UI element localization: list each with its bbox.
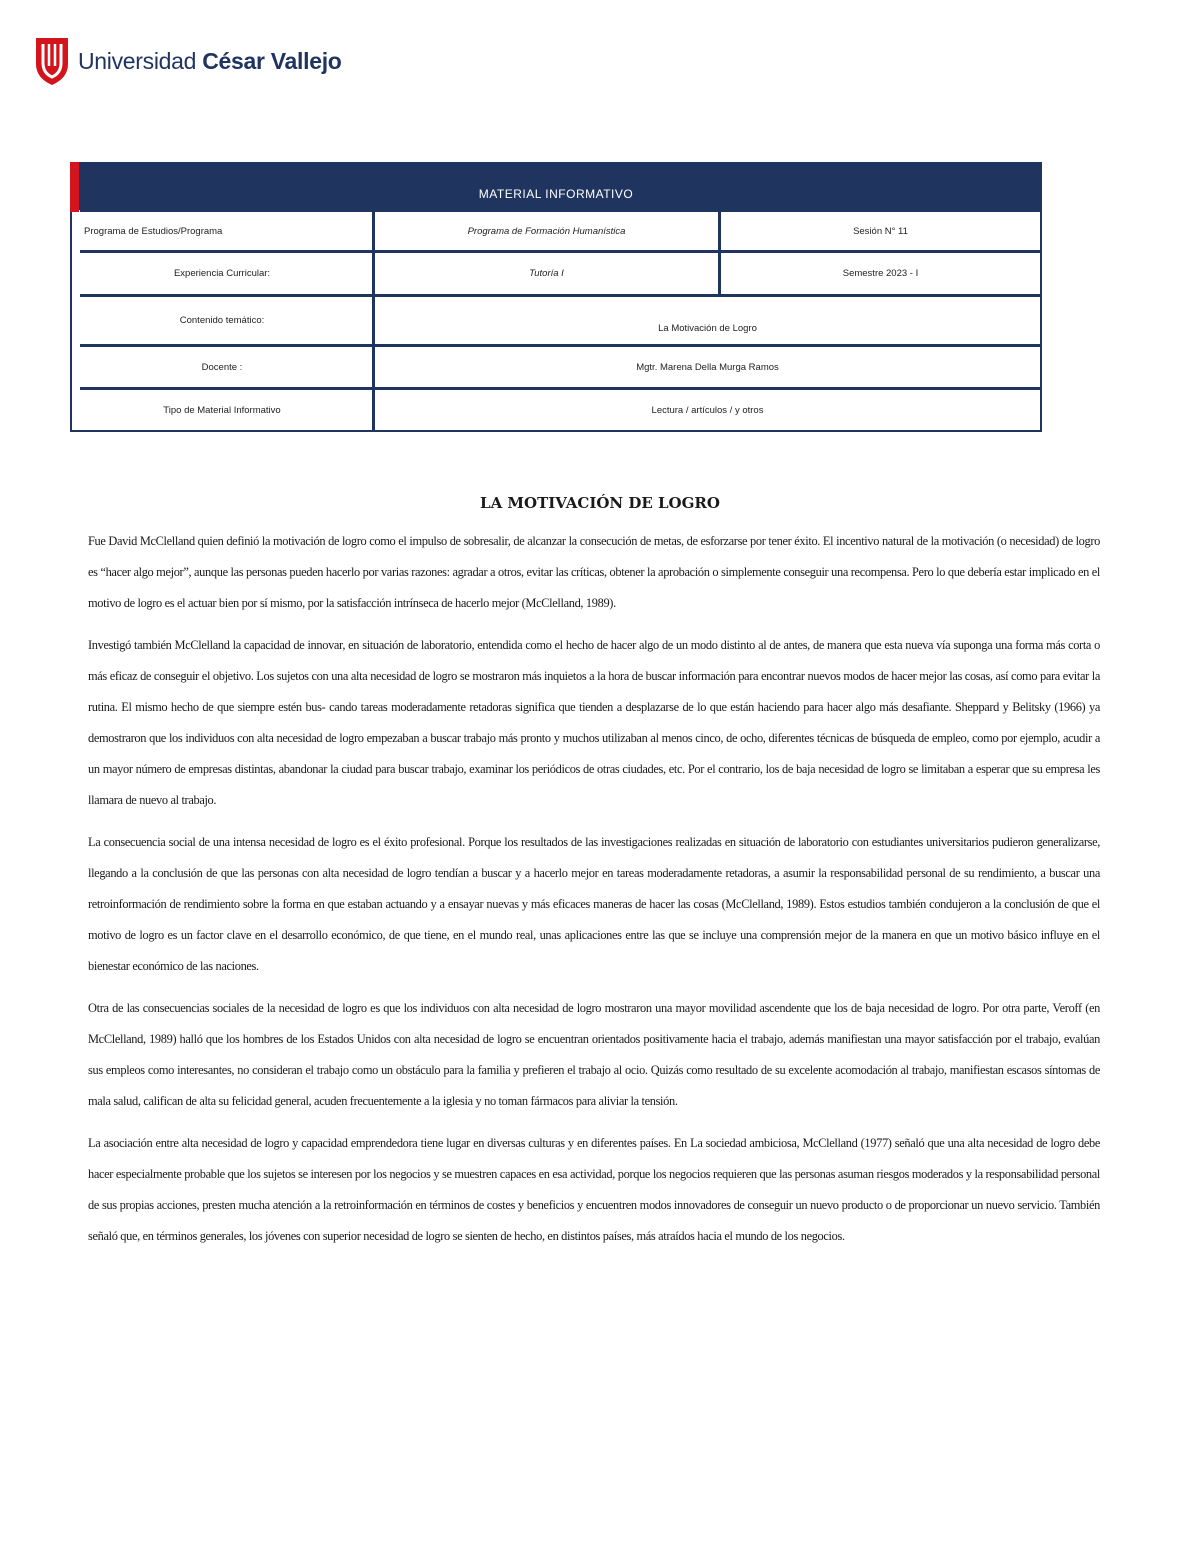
- curricular-value: Tutoría I: [529, 268, 564, 279]
- teacher-label: Docente :: [201, 361, 243, 373]
- logo-wordmark: [78, 48, 342, 75]
- material-info-table: [70, 162, 1042, 432]
- paragraph: La consecuencia social de una intensa necesidad de logro es el éxito profesional. Porque los resultados de las investigaciones realizadas en situación de laboratorio con estudiantes universitarios pudieron generalizarse, llegando a la conclusión de que las personas con alta necesidad de logro tendían a buscar y a hacerlo mejor en tareas moderadamente retadoras, a asumir la responsabilidad personal de su rendimiento, a buscar una retroinformación de rendimiento sobre la forma en que estaban actuando y a ensayar nuevas y más eficaces maneras de hacer las cosas (McClelland, 1989). Estos estudios también condujeron a la conclusión de que el motivo de logro es un factor clave en el desarrollo económico, de que tiene, en el mundo real, unas aplicaciones entre las que se incluye una comprensión mejor de la manera en que un motivo básico influye en el bienestar económico de las naciones.: [88, 835, 1100, 973]
- ucv-shield-icon: [34, 36, 70, 86]
- header-accent-bar: [70, 162, 79, 212]
- table-header-title: MATERIAL INFORMATIVO: [478, 187, 634, 201]
- semester-value: Semestre 2023 - I: [842, 268, 919, 279]
- paragraph: Fue David McClelland quien definió la motivación de logro como el impulso de sobresalir, de alcanzar la consecución de metas, de esforzarse por tener éxito. El incentivo natural de la motivación (o necesidad) de logro es “hacer algo mejor”, aunque las personas pueden hacerlo por varias razones: agradar a otros, evitar las críticas, obtener la aprobación o simplemente conseguir una recompensa. Pero lo que debería estar implicado en el motivo de logro es el actuar bien por sí mismo, por la satisfacción intrínseca de hacerlo mejor (McClelland, 1989).: [88, 534, 1100, 610]
- document-title: LA MOTIVACIÓN DE LOGRO: [480, 494, 720, 512]
- material-type-value: Lectura / artículos / y otros: [651, 404, 764, 416]
- session-number: Sesión N° 11: [853, 225, 908, 237]
- university-logo: [34, 36, 342, 86]
- material-type-label: Tipo de Material Informativo: [163, 404, 281, 416]
- document-body: [88, 526, 1100, 1263]
- content-label: Contenido temático:: [179, 315, 265, 326]
- program-label: Programa de Estudios/Programa: [84, 225, 223, 237]
- table-header: [72, 164, 1040, 210]
- content-value: La Motivación de Logro: [658, 323, 757, 334]
- paragraph: La asociación entre alta necesidad de logro y capacidad emprendedora tiene lugar en diversas culturas y en diferentes países. En La sociedad ambiciosa, McClelland (1977) señaló que una alta necesidad de logro debe hacer especialmente probable que los sujetos se interesen por los negocios y se muestren capaces en esa actividad, porque los negocios requieren que las personas asuman riesgos moderados y la responsabilidad personal de sus propias acciones, presten mucha atención a la retroinformación en términos de costes y beneficios y encuentren modos innovadores de conseguir un nuevo producto o de proporcionar un nuevo servicio. También señaló que, en términos generales, los jóvenes con superior necesidad de logro se sienten de hecho, en distintos países, más atraídos hacia el mundo de los negocios.: [88, 1136, 1100, 1243]
- logo-text-bold: César Vallejo: [202, 47, 342, 74]
- curricular-label: Experiencia Curricular:: [173, 268, 271, 279]
- paragraph: Investigó también McClelland la capacidad de innovar, en situación de laboratorio, entendida como el hecho de hacer algo de un modo distinto al de antes, de manera que esta nueva vía suponga una forma más corta o más eficaz de conseguir el objetivo. Los sujetos con una alta necesidad de logro se mostraron más inquietos a la hora de buscar información para encontrar nuevos modos de hacer mejor las cosas, así como para evitar la rutina. El mismo hecho de que siempre estén bus- cando tareas moderadamente retadoras significa que tienden a desplazarse de lo que están haciendo para hacer algo más desafiante. Sheppard y Belitsky (1966) ya demostraron que los individuos con alta necesidad de logro empezaban a buscar trabajo más pronto y muchos utilizaban al menos cinco, de ocho, diferentes técnicas de búsqueda de empleo, como por ejemplo, acudir a un mayor número de empresas distintas, abandonar la ciudad para buscar trabajo, examinar los periódicos de otras ciudades, etc. Por el contrario, los de baja necesidad de logro se limitaban a esperar que su empresa les llamara de nuevo al trabajo.: [88, 638, 1100, 807]
- teacher-value: Mgtr. Marena Della Murga Ramos: [636, 361, 779, 373]
- logo-text-light: Universidad: [78, 47, 203, 74]
- paragraph: Otra de las consecuencias sociales de la necesidad de logro es que los individuos con alta necesidad de logro mostraron una mayor movilidad ascendente que los de baja necesidad de logro. Por otra parte, Veroff (en McClelland, 1989) halló que los hombres de los Estados Unidos con alta necesidad de logro se encuentran orientados positivamente hacia el trabajo, además manifiestan una mayor satisfacción por el trabajo, evalúan sus empleos como interesantes, no consideran el trabajo como un obstáculo para la familia y prefieren el trabajo al ocio. Quizás como resultado de su excelente acomodación al trabajo, manifiestan escasos síntomas de mala salud, califican de alta su felicidad general, acuden frecuentemente a la iglesia y no toman fármacos para aliviar la tensión.: [88, 1001, 1100, 1108]
- program-value: Programa de Formación Humanística: [467, 225, 626, 237]
